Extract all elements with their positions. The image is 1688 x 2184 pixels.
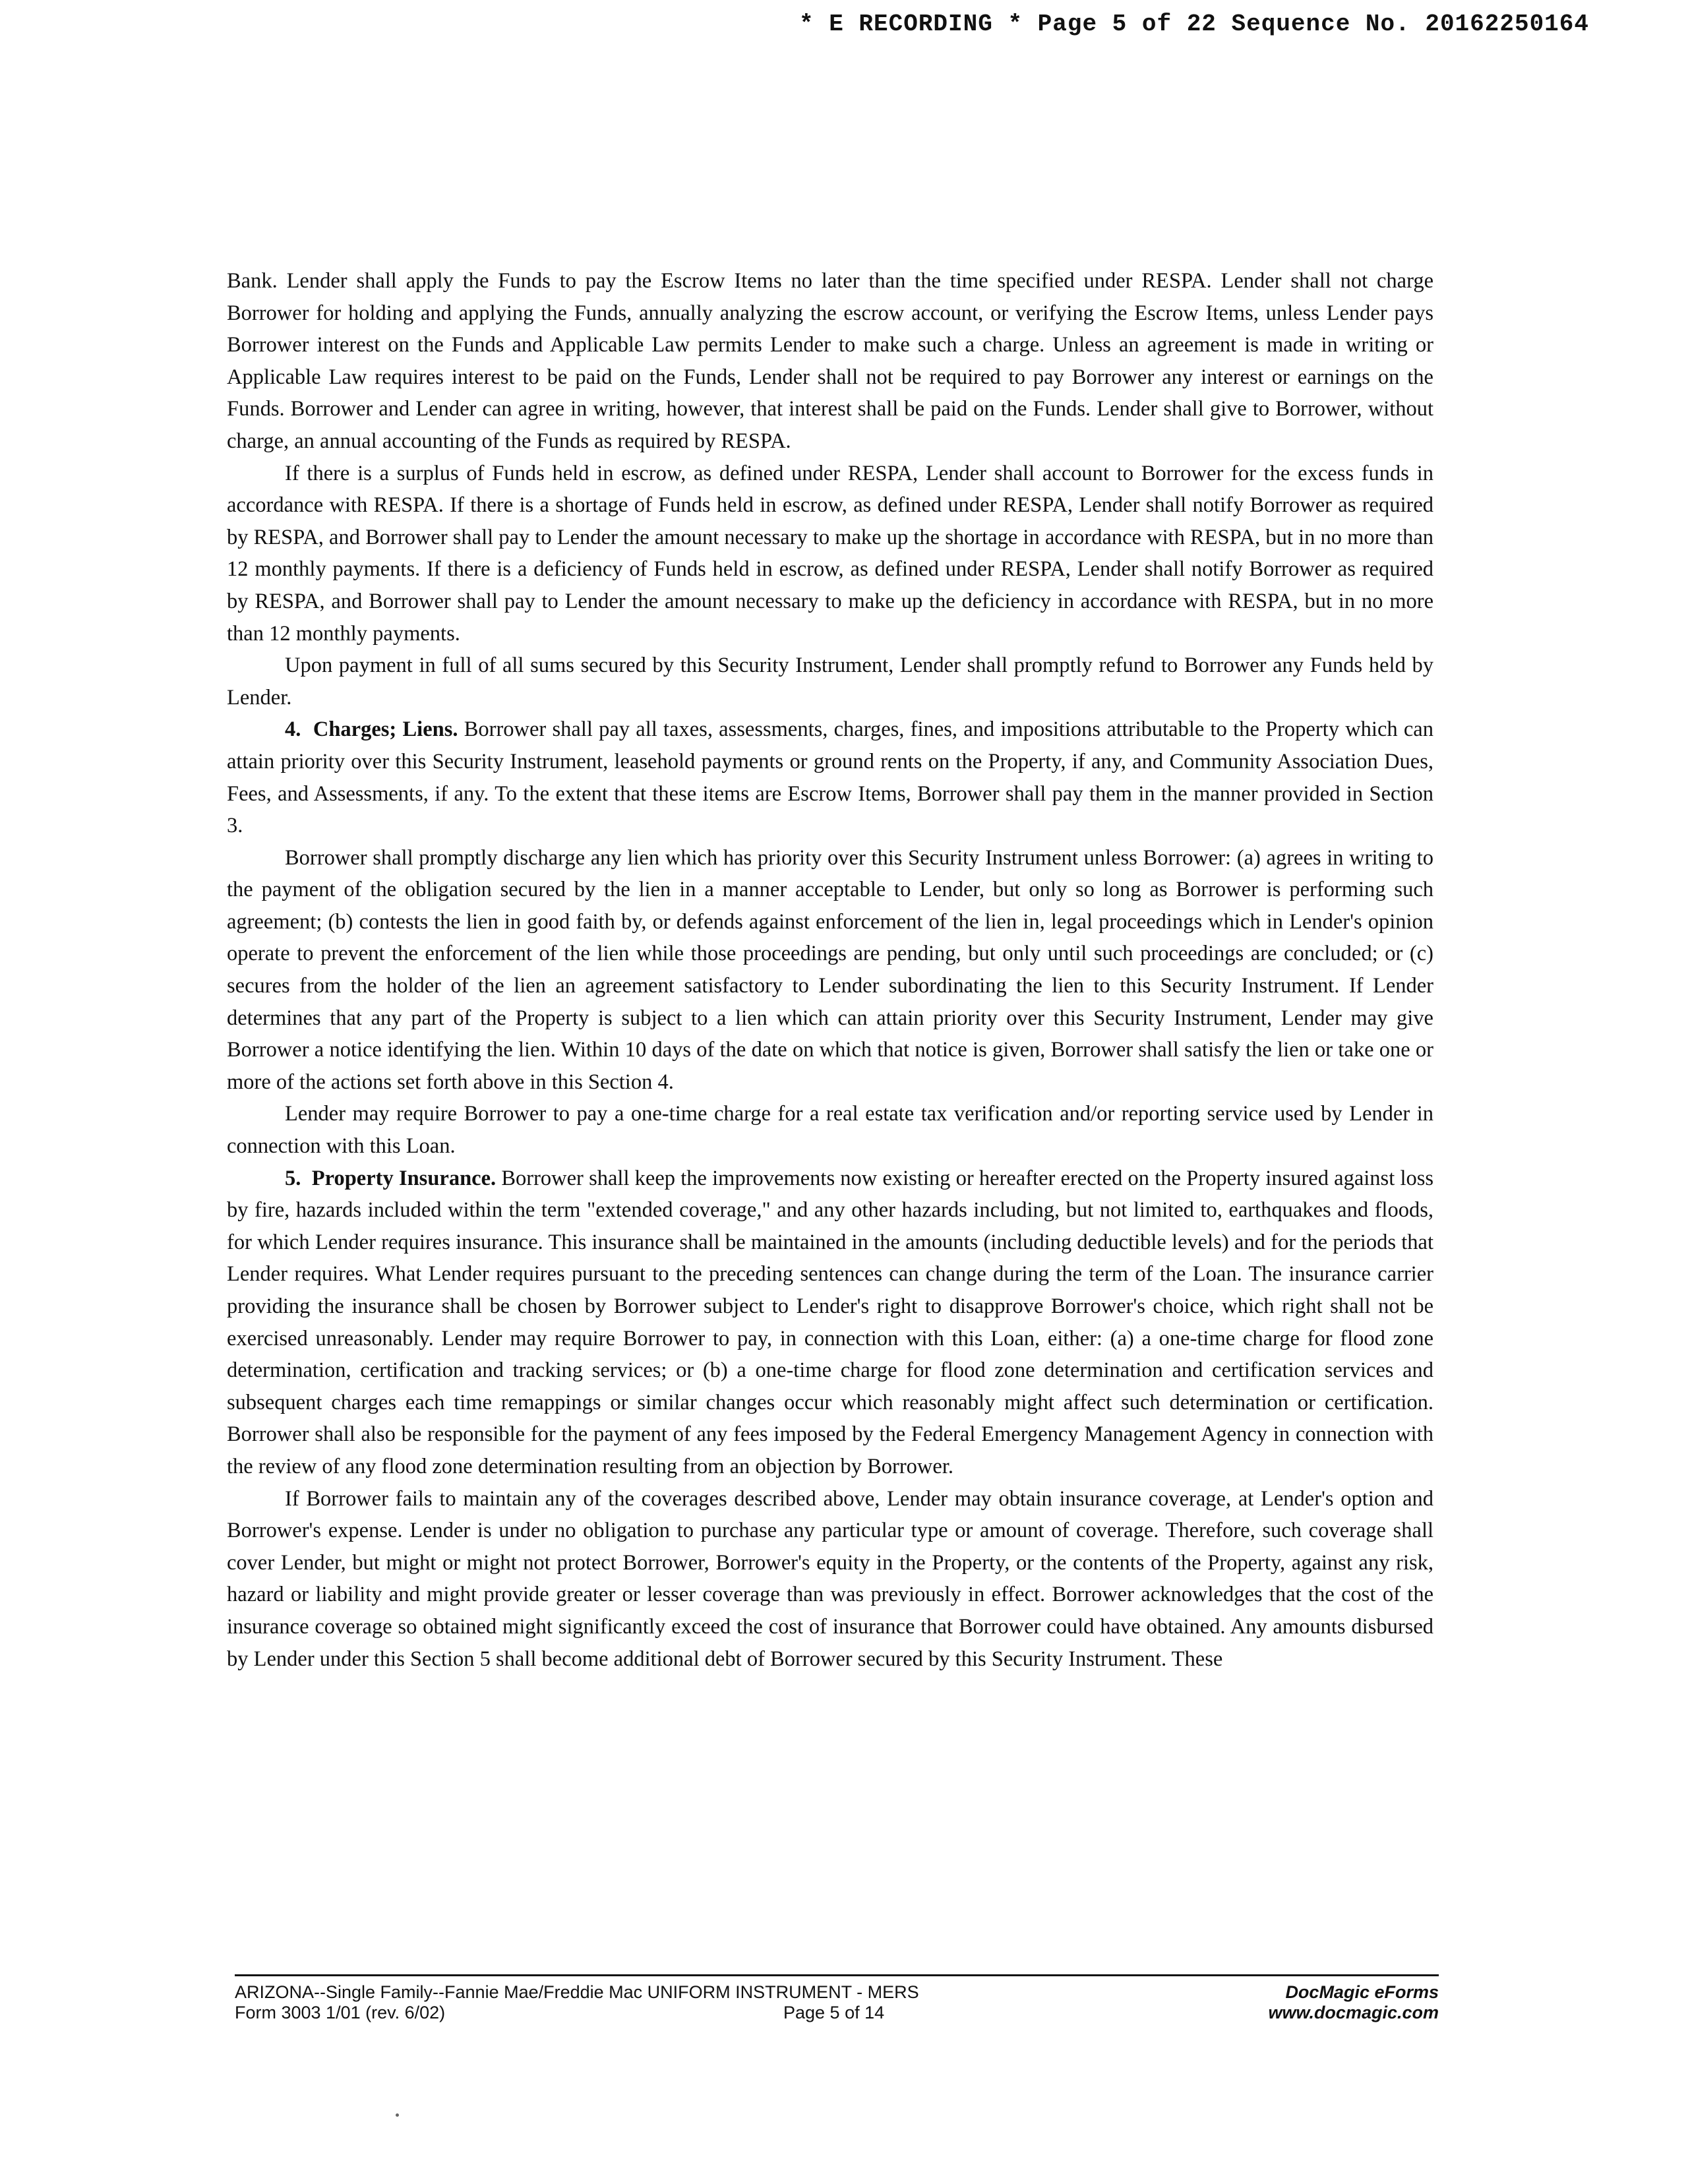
document-body (227, 265, 1433, 1675)
paragraph-escrow-charges: Bank. Lender shall apply the Funds to pay the Escrow Items no later than the time specified under RESPA. Lender shall not charge Borrower for holding and applying the Funds, annually analyzing the escrow account, or verifying the Escrow Items, unless Lender pays Borrower interest on the Funds and Applicable Law permits Lender to make such a charge. Unless an agreement is made in writing or Applicable Law requires interest to be paid on the Funds, Lender shall not be required to pay Borrower any interest or earnings on the Funds. Borrower and Lender can agree in writing, however, that interest shall be paid on the Funds. Lender shall give to Borrower, without charge, an annual accounting of the Funds as required by RESPA. (227, 269, 1433, 453)
footer-form-number: Form 3003 1/01 (rev. 6/02) (235, 2003, 446, 2022)
paragraph-lender-coverage: If Borrower fails to maintain any of the coverages described above, Lender may obtain insurance coverage, at Lender's option and Borrower's expense. Lender is under no obligation to purchase any particular type or amount of coverage. Therefore, such coverage shall cover Lender, but might or might not protect Borrower, Borrower's equity in the Property, or the contents of the Property, against any risk, hazard or liability and might provide greater or lesser coverage than was previously in effect. Borrower acknowledges that the cost of the insurance coverage so obtained might significantly exceed the cost of insurance that Borrower could have obtained. Any amounts disbursed by Lender under this Section 5 shall become additional debt of Borrower secured by this Security Instrument. These (227, 1486, 1433, 1671)
paragraph-tax-verification: Lender may require Borrower to pay a one-time charge for a real estate tax verification and/or reporting service used by Lender in connection with this Loan. (227, 1102, 1433, 1159)
footer-brand-logo: DocMagic eForms (1285, 1982, 1439, 2002)
scan-speck (396, 2113, 399, 2117)
section-text: Borrower shall keep the improvements now existing or hereafter erected on the Property insured against loss by fire, hazards included within the term "extended coverage," and any other hazards including, but not limited to, earthquakes and floods, for which Lender requires insurance. This insurance shall be maintained in the amounts (including deductible levels) and for the periods that Lender requires. What Lender requires pursuant to the preceding sentences can change during the term of the Loan. The insurance carrier providing the insurance shall be chosen by Borrower subject to Lender's right to disapprove Borrower's choice, which right shall not be exercised unreasonably. Lender may require Borrower to pay, in connection with this Loan, either: (a) a one-time charge for flood zone determination, certification and tracking services; or (b) a one-time charge for flood zone determination and certification services and subsequent charges each time remappings or similar changes occur which reasonably might affect such determination or certification. Borrower shall also be responsible for the payment of any fees imposed by the Federal Emergency Management Agency in connection with the review of any flood zone determination resulting from an objection by Borrower. (227, 1166, 1434, 1478)
footer-brand-block (1268, 1982, 1439, 2023)
page-footer (235, 1982, 1439, 2035)
section-number: 5. (285, 1166, 301, 1190)
footer-page-number: Page 5 of 14 (783, 2003, 885, 2022)
section-5-property-insurance (227, 1163, 1433, 1483)
section-number: 4. (285, 717, 301, 742)
footer-url: www.docmagic.com (1268, 2003, 1439, 2022)
paragraph-refund: Upon payment in full of all sums secured by this Security Instrument, Lender shall promptly refund to Borrower any Funds held by Lender. (227, 653, 1433, 710)
section-text: Borrower shall pay all taxes, assessments, charges, fines, and impositions attributable to the Property which can attain priority over this Security Instrument, leasehold payments or ground rents on the Property, if any, and Community Association Dues, Fees, and Assessments, if any. To the extent that these items are Escrow Items, Borrower shall pay them in the manner provided in Section 3. (227, 717, 1433, 838)
paragraph-escrow-surplus: If there is a surplus of Funds held in escrow, as defined under RESPA, Lender shall account to Borrower for the excess funds in accordance with RESPA. If there is a shortage of Funds held in escrow, as defined under RESPA, Lender shall notify Borrower as required by RESPA, and Borrower shall pay to Lender the amount necessary to make up the shortage in accordance with RESPA, but in no more than 12 monthly payments. If there is a deficiency of Funds held in escrow, as defined under RESPA, Lender shall notify Borrower as required by RESPA, and Borrower shall pay to Lender the amount necessary to make up the deficiency in accordance with RESPA, but in no more than 12 monthly payments. (227, 461, 1433, 646)
paragraph-lien-discharge: Borrower shall promptly discharge any lien which has priority over this Security Instrument unless Borrower: (a) agrees in writing to the payment of the obligation secured by the lien in a manner acceptable to Lender, but only so long as Borrower is performing such agreement; (b) contests the lien in good faith by, or defends against enforcement of the lien in, legal proceedings which in Lender's opinion operate to prevent the enforcement of the lien while those proceedings are pending, but only until such proceedings are concluded; or (c) secures from the holder of the lien an agreement satisfactory to Lender subordinating the lien to this Security Instrument. If Lender determines that any part of the Property is subject to a lien which can attain priority over this Security Instrument, Lender may give Borrower a notice identifying the lien. Within 10 days of the date on which that notice is given, Borrower shall satisfy the lien or take one or more of the actions set forth above in this Section 4. (227, 845, 1433, 1094)
recording-header: * E RECORDING * Page 5 of 22 Sequence No. 20162250164 (799, 11, 1589, 38)
section-heading: Property Insurance. (311, 1166, 497, 1190)
footer-rule (235, 1974, 1439, 1976)
footer-form-line: ARIZONA--Single Family--Fannie Mae/Freddie Mac UNIFORM INSTRUMENT - MERS (235, 1982, 919, 2002)
section-4-charges-liens (227, 713, 1433, 841)
section-heading: Charges; Liens. (313, 717, 458, 742)
